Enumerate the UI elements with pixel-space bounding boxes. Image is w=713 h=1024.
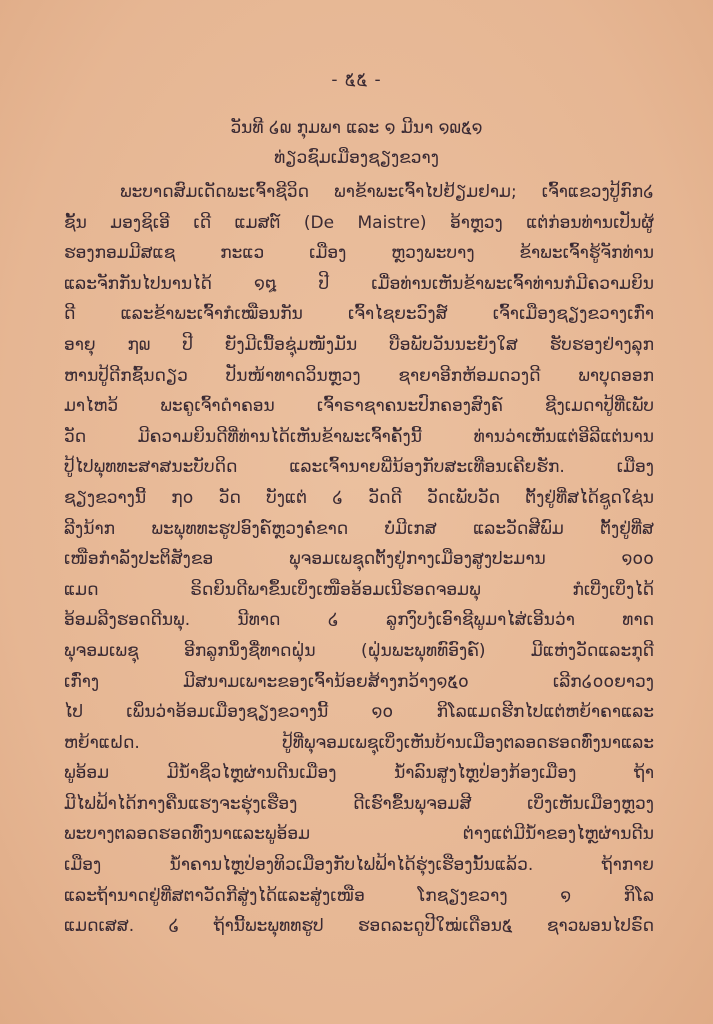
body-line: ແມດ ຣິດຍິນດີພາຂຶ້ນເບິ່ງເໜືອອ້ອມເນີຮອດຈອມພຸ ກໍເບີ່ງເບິ່ງໄດ້ <box>64 579 654 600</box>
body-line: ປູ້ໄປພຸທທະສາສນະບັບດິດ ແລະເຈົ້ານາຍພີ່ນ້ອງກັບສະເທືອນເຄີຍຮັກ. ເມືອງ <box>64 457 654 478</box>
body-line: ລີງນ້າກ ພະພຸທທະຮູປອົງຄ໌ຫຼວງຄໍ່ຂາດ ບໍ່ມີເກສ ແລະວັດສີພົມ ຕັ້ງຢູ່ທີ່ສ <box>64 518 654 539</box>
page-number: - ໕໕ - <box>331 70 382 90</box>
body-line: ອ້ອມລີງຮອດດີນພຸ. ນີທາດ ໒ ລູກງົບງໍເອົາຊີພູມາໄສ່ເອີນວ່າ ທາດ <box>64 610 654 631</box>
body-paragraph <box>64 177 654 942</box>
body-line: ພະບາດສົມເດັດພະເຈົ້າຊີວິດ ພາຂ້າພະເຈົ້າໄປຢ້ຽມຢາມ; ເຈົ້າແຂວງປູ້ກົກ໒ <box>120 182 654 202</box>
body-line: ແລະຈັກກັນໄປນານໄດ້ ໑໘ ປີ ເມື່ອທ່ານເຫັນຂ້າພະເຈົ້າທ່ານກໍມີຄວາມຍິນ <box>64 273 654 294</box>
section-heading: ທ່ຽວຊົມເມືອງຊຽງຂວາງ <box>274 148 439 168</box>
body-line: ວັດ ມີຄວາມຍິນດີທີ່ທ່ານໄດ້ເຫັນຂ້າພະເຈົ້າຄັ້ງນີ້ ທ່ານວ່າເຫັນແຕ່ອີລີແຕ່ນານ <box>64 426 654 447</box>
body-line: ຫານປູ້ດີກຊົ້ນດຽວ ປັນໜ້າທາດວິນຫຼວງ ຊາຍາອີກຫ້ອມດວງດີ ພາບຸດອອກ <box>64 365 654 386</box>
body-line: ແມດເສສ. ໒ ຖ້ານີ້ພະພຸທທຮູປ ຮອດລະດູປີໃໝ່ເດືອນ໕ ຊາວພອນໄປຣົດ <box>64 916 654 937</box>
body-line: ມາໄຫວ້ ພະຄູເຈົ້າດໍາຄອນ ເຈົ້າຣາຊາຄນະປົກຄອງສົງຄ໌ ຊີງເມດາປູ້ທີ່ເພັບ <box>64 396 654 417</box>
body-line: ພູອ້ອມ ມີນໍ້າຊິ່ວໄຫຼຜ່ານດີນເມືອງ ນໍ້າລົນສູງໄຫຼປ່ອງກ້ອງເມືອງ ຖ້າ <box>64 763 654 784</box>
body-line: ພະບາງຕລອດຮອດທົ່ງນາແລະພູອ້ອມ ຕ່າງແຕ່ມີນໍ້າຂອງໄຫຼຜ່ານດີນ <box>64 824 654 845</box>
body-line: ມີໄຟຟ້າໄດ້ກາງຄືນແຮງຈະຮຸ່ງເຮືອງ ດີເຮົາຂຶ້ນພຸຈອມສີ ເບິ່ງເຫັນເມືອງຫຼວງ <box>64 793 654 814</box>
body-line: ພຸຈອມເພຊຸ ອີກລູກນຶ່ງຊື່ທາດຝຸ່ນ (ຝຸ່ນພະພຸທທົອົງຄ໌) ມີແຫ່ງວັດແລະກຸດີ <box>64 640 654 661</box>
body-line: ເມືອງ ນໍ້າຄານໄຫຼປ່ອງທິວເມືອງກັບໄຟຟ້າໄດ້ຮຸ່ງເຮືອງນັ້ນແລ້ວ. ຖ້າກາຍ <box>64 855 654 876</box>
body-line: ເໜືອກໍາລັງປະຕິສັງຂອ ພຸຈອມເພຊຸດຕັ້ງຢູ່ກາງເມືອງສູງປະມານ ໑໐໐ <box>64 549 654 570</box>
body-line: ແລະຖ້ານາດຢູ່ທີ່ສຕາວັດກີສູ່ງໄດ້ແລະສູ່ງເໜືອ ໂກຊຽງຂວາງ ໑ ກິໂລ <box>64 885 654 906</box>
body-line: ຊຽງຂວາງນີ້ ໗໐ ວັດ ບັງແຕ່ ໒ ວັດດີ ວັດເພັບວັດ ຕັ້ງຢູ່ທີ່ສໄດ້ຊູດໃຊ່ນ <box>64 487 654 508</box>
body-line: ດີ ແລະຂ້າພະເຈົ້າກໍເໝືອນກັນ ເຈົ້າໄຊຍະວົງສ໌ ເຈົ້າເມືອງຊຽງຂວາງເກົ່າ <box>64 304 654 325</box>
body-line: ອາຍຸ ໗໙ ປີ ຍັງມີເນື້ອຊຸ່ມໜັງມັນ ບືອພັບວັນນະຍັງໃສ ຮັບຮອງຢ່າງລຸກ <box>64 334 654 355</box>
date-line: ວັນທີ ໒໙ ກຸມພາ ແລະ ໑ ມີນາ ໑໙໕໑ <box>230 118 483 138</box>
body-line: ໄປ ເພິ່ນວ່າອ້ອມເມືອງຊຽງຂວາງນີ້ ໑໐ ກິໂລແມດຮີກໄປແຕ່ຫຍ້າຄາແລະ <box>64 702 654 723</box>
body-line: ເກົ່າງ ມີສນາມເພາະຂອງເຈົ້ານ້ອຍສ້າງກວ້າງ໑໕໐ ເລີກ໒໐໐ຍາວງ <box>64 671 654 692</box>
body-line: ຮອງກອມມີສແຊ ກະແວ ເມືອງ ຫຼວງພະບາງ ຂ້າພະເຈົ້າຮູ້ຈັກທ່ານ <box>64 243 654 264</box>
body-line: ຊັ້ນ ມອງຊິເອີ ເດີ ແມສຕ໌ (De Maistre) ອ້າຫຼວງ ແຕ່ກ່ອນທ່ານເປັນຜູ້ <box>64 212 654 233</box>
body-line: ຫຍ້າແຝດ. ປູ້ທີ່ພຸຈອມເພຊຸເບິ່ງເຫັນບ້ານເມືອງຕລອດຮອດທົ່ງນາແລະ <box>64 732 654 753</box>
